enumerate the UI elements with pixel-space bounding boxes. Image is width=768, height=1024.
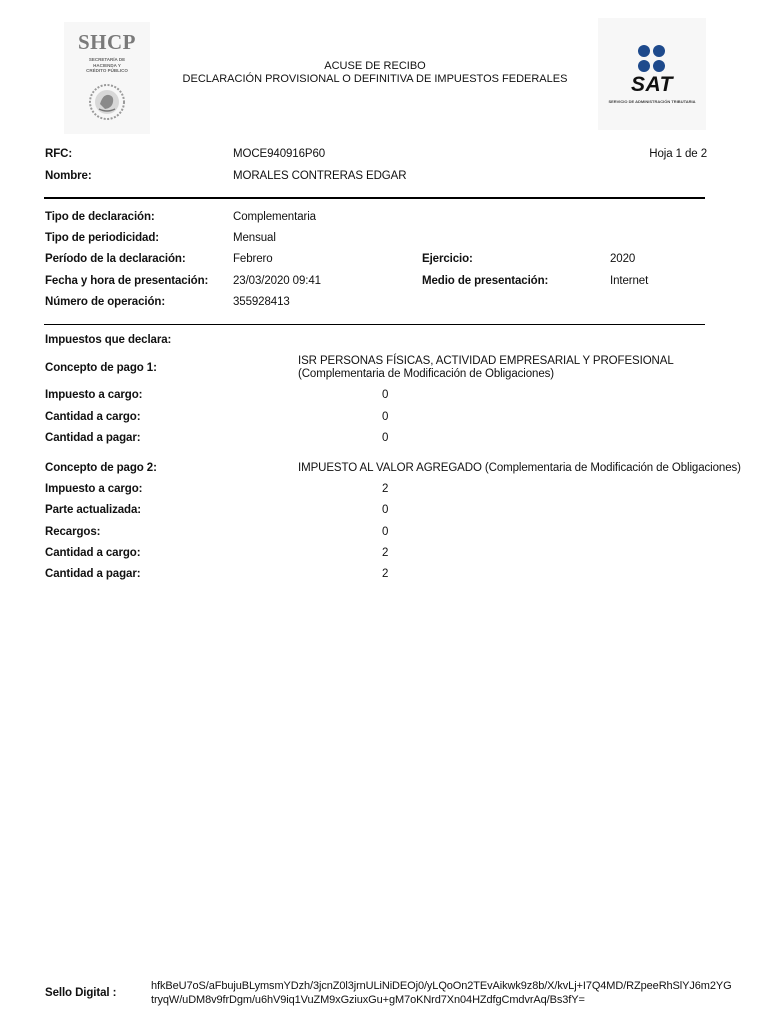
- periodicity-value: Mensual: [233, 232, 276, 244]
- concept-1-tax-due-label: Impuesto a cargo:: [45, 389, 143, 401]
- concept-1-value: ISR PERSONAS FÍSICAS, ACTIVIDAD EMPRESARIAL Y PROFESIONAL: [298, 355, 674, 367]
- mexico-coat-of-arms-icon: [87, 82, 127, 122]
- declaration-type-label: Tipo de declaración:: [45, 211, 155, 223]
- shcp-logo-line-1: SECRETARÍA DE: [88, 57, 126, 62]
- concept-2-label: Concepto de pago 2:: [45, 462, 157, 474]
- medium-label: Medio de presentación:: [422, 275, 549, 287]
- shcp-logo-line-3: CRÉDITO PÚBLICO: [86, 68, 128, 73]
- page-indicator: Hoja 1 de 2: [649, 148, 707, 160]
- section-divider: [44, 324, 705, 325]
- concept-2-tax-due-label: Impuesto a cargo:: [45, 483, 143, 495]
- medium-value: Internet: [610, 275, 649, 287]
- concept-2-surcharges-label: Recargos:: [45, 526, 101, 538]
- concept-1-label: Concepto de pago 1:: [45, 362, 157, 374]
- sat-logo: [598, 18, 706, 130]
- concept-2-amount-payable-label: Cantidad a pagar:: [45, 568, 141, 580]
- shcp-logo: [64, 22, 150, 134]
- concept-2-amount-payable-value: 2: [382, 568, 389, 580]
- concept-2-amount-due-value: 2: [382, 547, 389, 559]
- concept-2-updated-part-label: Parte actualizada:: [45, 504, 141, 516]
- document-title: ACUSE DE RECIBO: [324, 60, 426, 72]
- declaration-type-value: Complementaria: [233, 211, 316, 223]
- sat-logo-text: SAT: [631, 73, 673, 96]
- period-value: Febrero: [233, 253, 273, 265]
- shcp-logo-text: SHCP: [77, 30, 136, 54]
- concept-2-value: IMPUESTO AL VALOR AGREGADO (Complementaria de Modificación de Obligaciones): [298, 462, 741, 474]
- exercise-value: 2020: [610, 253, 636, 265]
- shcp-logo-line-2: HACIENDA Y: [93, 62, 121, 68]
- section-divider: [44, 197, 705, 199]
- operation-number-label: Número de operación:: [45, 296, 166, 308]
- concept-2-surcharges-value: 0: [382, 526, 389, 538]
- digital-seal-line-1: hfkBeU7oS/aFbujuBLymsmYDzh/3jcnZ0l3jrnULiNiDEOj0/yLQoOn2TEvAikwk9z8b/X/kvLj+I7Q4MD/RZpeeRhSlYJ6m2YG: [151, 980, 732, 992]
- periodicity-label: Tipo de periodicidad:: [45, 232, 159, 244]
- concept-1-amount-due-label: Cantidad a cargo:: [45, 411, 141, 423]
- sat-logo-subtitle: SERVICIO DE ADMINISTRACIÓN TRIBUTARIA: [608, 99, 696, 104]
- concept-2-amount-due-label: Cantidad a cargo:: [45, 547, 141, 559]
- name-value: MORALES CONTRERAS EDGAR: [233, 170, 407, 182]
- rfc-label: RFC:: [45, 148, 73, 160]
- concept-1-amount-due-value: 0: [382, 411, 389, 423]
- name-label: Nombre:: [45, 170, 92, 182]
- concept-2-updated-part-value: 0: [382, 504, 389, 516]
- document-subtitle: DECLARACIÓN PROVISIONAL O DEFINITIVA DE IMPUESTOS FEDERALES: [182, 73, 568, 85]
- datetime-label: Fecha y hora de presentación:: [45, 275, 209, 287]
- shcp-logo-subtitle: [64, 57, 150, 74]
- concept-1-amount-payable-label: Cantidad a pagar:: [45, 432, 141, 444]
- concept-1-tax-due-value: 0: [382, 389, 389, 401]
- datetime-value: 23/03/2020 09:41: [233, 275, 321, 287]
- taxes-heading: Impuestos que declara:: [45, 334, 172, 346]
- exercise-label: Ejercicio:: [422, 253, 473, 265]
- concept-1-amount-payable-value: 0: [382, 432, 389, 444]
- rfc-value: MOCE940916P60: [233, 148, 326, 160]
- digital-seal-line-2: tryqW/uDM8v9frDgm/u6hV9iq1VuZM9xGziuxGu+gM7oKNrd7Xn04HZdfgCmdvrAq/Bs3fY=: [151, 994, 585, 1006]
- period-label: Período de la declaración:: [45, 253, 186, 265]
- sat-dots-icon: [636, 44, 668, 76]
- concept-1-value-detail: (Complementaria de Modificación de Obligaciones): [298, 368, 554, 380]
- concept-2-tax-due-value: 2: [382, 483, 389, 495]
- operation-number-value: 355928413: [233, 296, 290, 308]
- digital-seal-label: Sello Digital :: [45, 987, 117, 999]
